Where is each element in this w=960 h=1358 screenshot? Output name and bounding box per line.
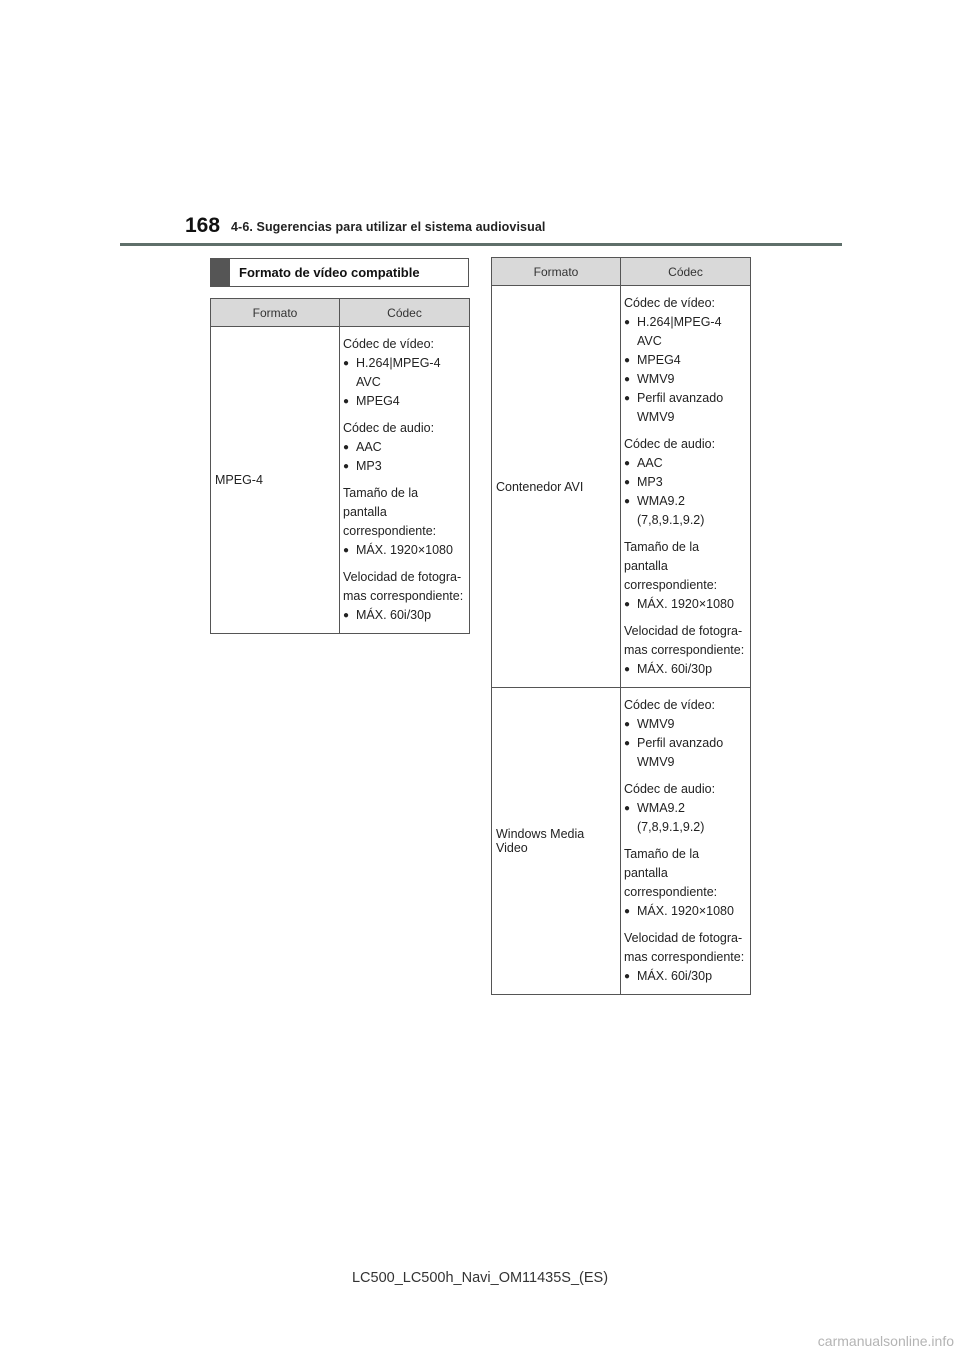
bullet-icon: ●	[624, 317, 631, 328]
codec-group-label: Tamaño de la pantalla correspondiente:	[343, 486, 437, 538]
list-item	[343, 392, 465, 411]
bullet-icon: ●	[343, 396, 350, 407]
list-item	[343, 606, 465, 625]
list-item	[624, 967, 746, 986]
list-item-text: MÁX. 60i/30p	[637, 662, 713, 676]
list-item	[343, 457, 465, 476]
list-item	[624, 370, 746, 389]
list-item	[624, 902, 746, 921]
heading-marker	[211, 259, 230, 286]
list-item-text: MÁX. 60i/30p	[356, 608, 432, 622]
codec-group	[624, 780, 746, 837]
table-row	[492, 286, 751, 688]
bullet-icon: ●	[624, 906, 631, 917]
column-header-format: Formato	[492, 258, 621, 286]
codec-group	[624, 929, 746, 986]
list-item-text: AAC	[356, 440, 382, 454]
list-item	[624, 660, 746, 679]
list-item	[343, 438, 465, 457]
list-item	[624, 313, 746, 351]
bullet-icon: ●	[624, 374, 631, 385]
bullet-icon: ●	[624, 393, 631, 404]
section-heading	[210, 258, 469, 287]
format-cell: MPEG-4	[211, 327, 340, 634]
list-item-text: MPEG4	[637, 353, 681, 367]
codec-group-label: Tamaño de la pantalla correspondiente:	[624, 540, 718, 592]
format-cell: Contenedor AVI	[492, 286, 621, 688]
section-title: 4-6. Sugerencias para utilizar el sistema audiovisual	[231, 220, 546, 234]
bullet-icon: ●	[343, 442, 350, 453]
list-item-text: WMV9	[637, 717, 675, 731]
page-number: 168	[185, 214, 221, 237]
list-item	[624, 715, 746, 734]
list-item-text: Perfil avanzado WMV9	[637, 391, 724, 424]
list-item-text: WMV9	[637, 372, 675, 386]
list-item	[624, 454, 746, 473]
list-item-text: AAC	[637, 456, 663, 470]
bullet-icon: ●	[624, 477, 631, 488]
list-item	[343, 541, 465, 560]
codec-group-label: Códec de vídeo:	[624, 698, 716, 712]
list-item	[343, 354, 465, 392]
list-item	[624, 799, 746, 837]
video-format-table-left	[210, 298, 470, 634]
bullet-icon: ●	[624, 599, 631, 610]
codec-group-label: Códec de audio:	[624, 437, 716, 451]
list-item-text: MÁX. 1920×1080	[637, 904, 734, 918]
list-item-text: WMA9.2 (7,8,9.1,9.2)	[637, 494, 705, 527]
codec-group	[624, 294, 746, 427]
bullet-icon: ●	[343, 610, 350, 621]
bullet-icon: ●	[624, 738, 631, 749]
document-code: LC500_LC500h_Navi_OM11435S_(ES)	[351, 1270, 609, 1286]
codec-group	[624, 435, 746, 530]
list-item-text: WMA9.2 (7,8,9.1,9.2)	[637, 801, 705, 834]
codec-group	[343, 484, 465, 560]
list-item	[624, 492, 746, 530]
bullet-icon: ●	[624, 458, 631, 469]
list-item-text: MP3	[637, 475, 663, 489]
format-cell: Windows Media Video	[492, 688, 621, 995]
codec-group-label: Códec de audio:	[624, 782, 716, 796]
codec-group	[624, 538, 746, 614]
bullet-icon: ●	[343, 545, 350, 556]
bullet-icon: ●	[624, 719, 631, 730]
column-header-format: Formato	[211, 299, 340, 327]
codec-group-label: Códec de vídeo:	[624, 296, 716, 310]
codec-group-label: Velocidad de fotogra-mas correspondiente:	[624, 624, 745, 657]
watermark: carmanualsonline.info	[817, 1333, 954, 1349]
codec-cell	[340, 327, 470, 634]
list-item	[624, 351, 746, 370]
bullet-icon: ●	[343, 461, 350, 472]
list-item-text: MÁX. 1920×1080	[356, 543, 453, 557]
codec-cell	[621, 688, 751, 995]
table-header-row	[211, 299, 470, 327]
column-header-codec: Códec	[340, 299, 470, 327]
codec-group	[343, 568, 465, 625]
video-format-table-right	[491, 257, 751, 995]
bullet-icon: ●	[624, 971, 631, 982]
table-row	[492, 688, 751, 995]
table-row	[211, 327, 470, 634]
codec-group-label: Códec de audio:	[343, 421, 435, 435]
codec-group	[624, 622, 746, 679]
list-item-text: MÁX. 60i/30p	[637, 969, 713, 983]
codec-group-label: Velocidad de fotogra-mas correspondiente:	[343, 570, 464, 603]
list-item-text: MP3	[356, 459, 382, 473]
codec-cell	[621, 286, 751, 688]
list-item	[624, 734, 746, 772]
codec-group-label: Tamaño de la pantalla correspondiente:	[624, 847, 718, 899]
codec-group	[343, 335, 465, 411]
bullet-icon: ●	[343, 358, 350, 369]
list-item-text: MÁX. 1920×1080	[637, 597, 734, 611]
codec-group-label: Códec de vídeo:	[343, 337, 435, 351]
bullet-icon: ●	[624, 664, 631, 675]
column-header-codec: Códec	[621, 258, 751, 286]
list-item-text: MPEG4	[356, 394, 400, 408]
list-item	[624, 473, 746, 492]
codec-group	[343, 419, 465, 476]
codec-group	[624, 845, 746, 921]
list-item-text: H.264|MPEG-4 AVC	[637, 315, 722, 348]
table-header-row	[492, 258, 751, 286]
codec-group-label: Velocidad de fotogra-mas correspondiente:	[624, 931, 745, 964]
bullet-icon: ●	[624, 496, 631, 507]
heading-text: Formato de vídeo compatible	[239, 265, 420, 280]
list-item-text: H.264|MPEG-4 AVC	[356, 356, 441, 389]
list-item	[624, 389, 746, 427]
list-item-text: Perfil avanzado WMV9	[637, 736, 724, 769]
bullet-icon: ●	[624, 355, 631, 366]
codec-group	[624, 696, 746, 772]
bullet-icon: ●	[624, 803, 631, 814]
list-item	[624, 595, 746, 614]
header-divider	[120, 243, 842, 246]
